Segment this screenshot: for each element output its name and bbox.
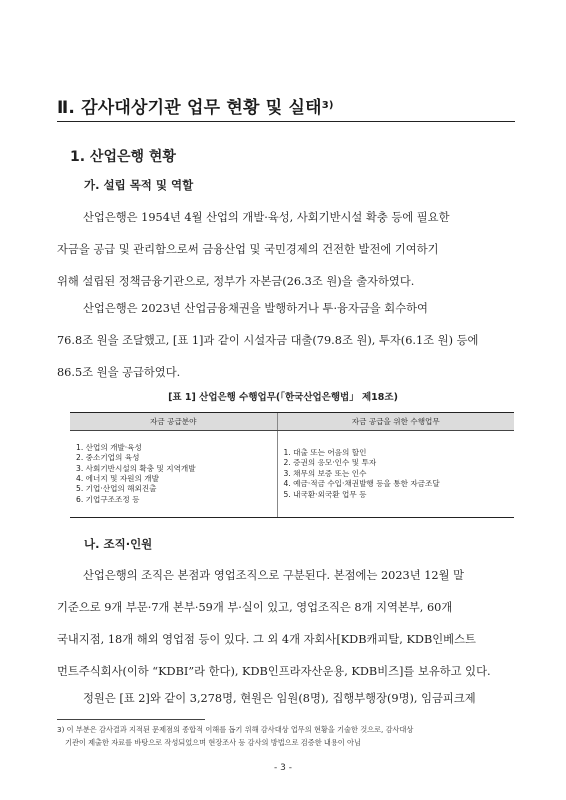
list-item: 3. 채무의 보증 또는 인수 — [283, 468, 367, 478]
table-row — [70, 431, 514, 518]
paragraph-line: 먼트주식회사(이하 “KDBI”라 한다), KDB인프라자산운용, KDB비즈]를 보유하고 있다. — [57, 665, 491, 678]
paragraph-line: 76.8조 원을 조달했고, [표 1]과 같이 시설자금 대출(79.8조 원), 투자(6.1조 원) 등에 — [57, 334, 479, 347]
paragraph-staffing — [57, 683, 515, 715]
list-item: 6. 기업구조조정 등 — [76, 494, 140, 504]
paragraph-funding — [57, 293, 515, 389]
table-cell-duties — [277, 431, 514, 518]
paragraph-line: 자금을 공급 및 관리함으로써 금융산업 및 국민경제의 건전한 발전에 기여하기 — [57, 243, 439, 256]
subsection-heading-organization: 나. 조직·인원 — [84, 537, 153, 551]
page-number: - 3 - — [274, 763, 292, 773]
table-header-cell: 자금 공급을 위한 수행업무 — [277, 413, 514, 431]
footnote-line: 기관이 제출한 자료를 바탕으로 작성되었으며 현장조사 등 감사의 방법으로 검증한 내용이 아님 — [65, 738, 361, 747]
paragraph-line: 86.5조 원을 공급하였다. — [57, 366, 181, 379]
footnote-divider — [57, 719, 205, 720]
table-header-cell: 자금 공급분야 — [70, 413, 277, 431]
table-caption: [표 1] 산업은행 수행업무(「한국산업은행법」 제18조) — [168, 392, 398, 403]
list-item: 5. 기업·산업의 해외진출 — [76, 484, 157, 494]
list-item: 1. 대출 또는 어음의 할인 — [283, 447, 367, 457]
table-cell-supply-areas — [70, 431, 277, 518]
paragraph-line: 산업은행은 1954년 4월 산업의 개발·육성, 사회기반시설 확충 등에 필요한 — [83, 211, 450, 224]
footnote — [57, 723, 517, 749]
paragraph-line: 국내지점, 18개 해외 영업점 등이 있다. 그 외 4개 자회사[KDB캐피탈, KDB인베스트 — [57, 633, 476, 646]
table-header-row — [70, 413, 514, 431]
duties-table — [70, 412, 514, 518]
paragraph-line: 위해 설립된 정책금융기관으로, 정부가 자본금(26.3조 원)을 출자하였다. — [57, 275, 415, 288]
paragraph-line: 정원은 [표 2]와 같이 3,278명, 현원은 임원(8명), 집행부행장(9명), 임금피크제 — [83, 692, 476, 705]
subsection-heading-establishment: 가. 설립 목적 및 역할 — [84, 178, 194, 192]
list-item: 4. 에너지 및 자원의 개발 — [76, 474, 159, 483]
list-item: 2. 중소기업의 육성 — [76, 453, 140, 463]
footnote-reference[interactable]: 3) — [321, 100, 334, 111]
chapter-title — [57, 93, 517, 118]
section-heading: 1. 산업은행 현황 — [70, 149, 176, 165]
list-item: 1. 산업의 개발·육성 — [76, 442, 142, 452]
list-item: 3. 사회기반시설의 확충 및 지역개발 — [76, 463, 196, 473]
list-item: 5. 내국환·외국환 업무 등 — [283, 489, 367, 499]
paragraph-organization — [57, 560, 515, 688]
footnote-line: 3) 이 부분은 감사결과 지적된 문제점의 종합적 이해를 돕기 위해 감사대상 업무의 현황을 기술한 것으로, 감사대상 — [57, 725, 414, 734]
paragraph-establishment — [57, 202, 515, 298]
paragraph-line: 산업은행의 조직은 본점과 영업조직으로 구분된다. 본점에는 2023년 12월 말 — [83, 569, 465, 582]
chapter-title-text: Ⅱ. 감사대상기관 업무 현황 및 실태 — [57, 98, 322, 118]
list-item: 2. 증권의 응모·인수 및 투자 — [283, 458, 377, 468]
paragraph-line: 기준으로 9개 부문·7개 본부·59개 부·실이 있고, 영업조직은 8개 지역본부, 60개 — [57, 601, 453, 614]
paragraph-line: 산업은행은 2023년 산업금융채권을 발행하거나 투·융자금을 회수하여 — [83, 302, 428, 315]
list-item: 4. 예금·적금 수입·채권발행 등을 통한 자금조달 — [283, 479, 440, 489]
chapter-divider — [57, 121, 515, 122]
